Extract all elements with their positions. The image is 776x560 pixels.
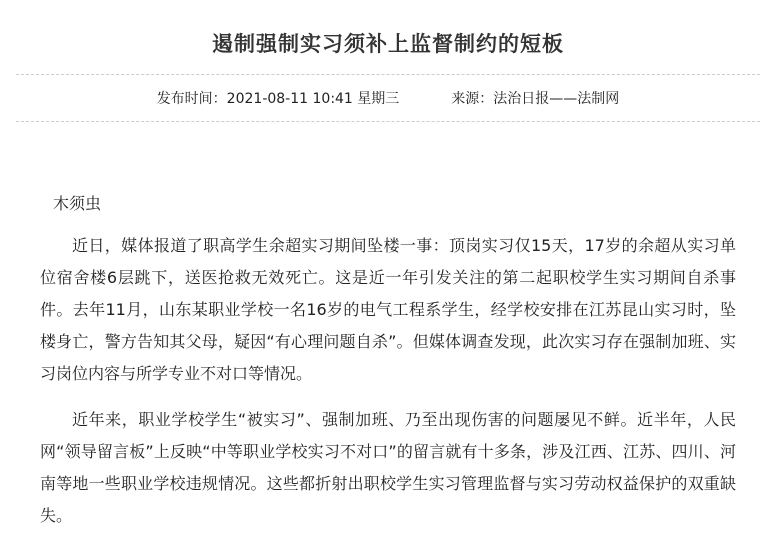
article-meta [16,75,760,121]
paragraph-1: 近日，媒体报道了职高学生余超实习期间坠楼一事：顶岗实习仅15天，17岁的余超从实习单位宿舍楼6层跳下，送医抢救无效死亡。这是近一年引发关注的第二起职校学生实习期间自杀事件。去年11月，山东某职业学校一名16岁的电气工程系学生，经学校安排在江苏昆山实习时，坠楼身亡，警方告知其父母，疑因“有心理问题自杀”。但媒体调查发现，此次实习存在强制加班、实习岗位内容与所学专业不对口等情况。 [40,236,736,383]
paragraph-2: 近年来，职业学校学生“被实习”、强制加班、乃至出现伤害的问题屡见不鲜。近半年，人民网“领导留言板”上反映“中等职业学校实习不对口”的留言就有十多条，涉及江西、江苏、四川、河南等地一些职业学校违规情况。这些都折射出职校学生实习管理监督与实习劳动权益保护的双重缺失。 [40,410,736,525]
article-body [16,192,760,532]
article-source: 来源：法治日报——法制网 [451,91,620,107]
article-title: 遏制强制实习须补上监督制约的短板 [212,32,564,56]
publish-time: 发布时间：2021-08-11 10:41 星期三 [156,91,400,107]
author-name: 木须虫 [53,194,102,213]
meta-divider [16,121,760,122]
